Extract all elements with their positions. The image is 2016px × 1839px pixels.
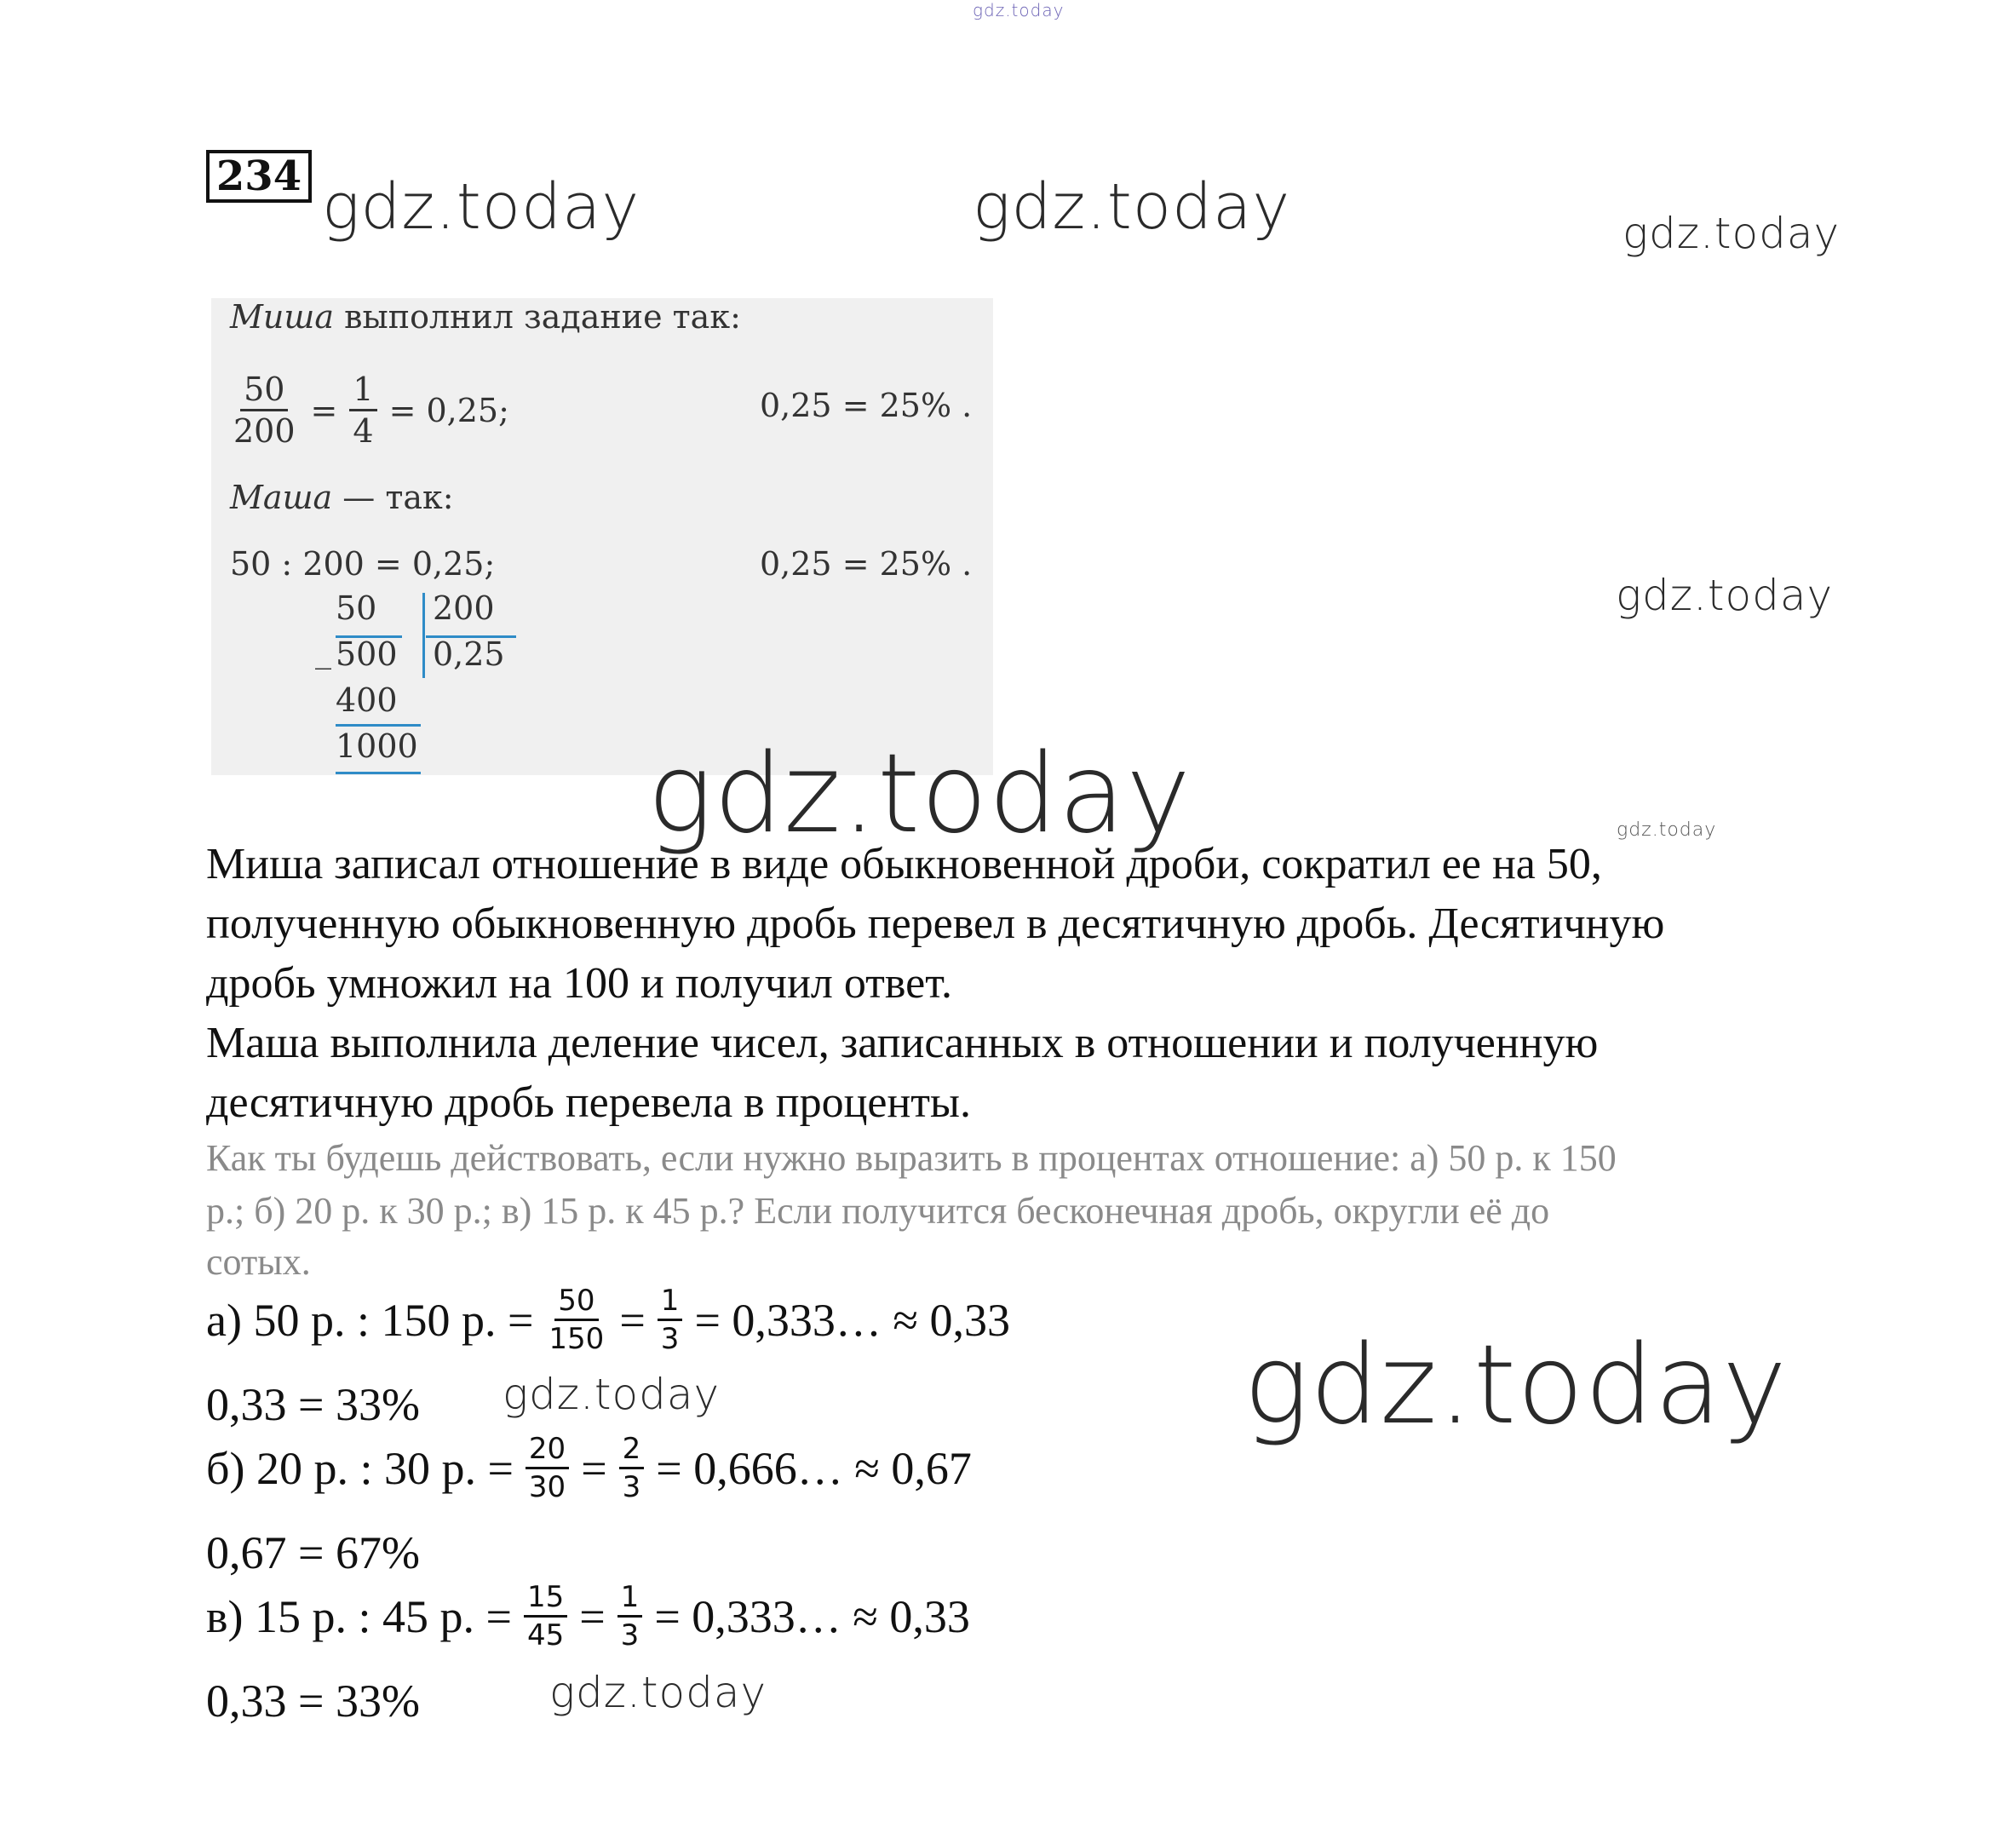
- division-step: 1000: [336, 727, 418, 765]
- watermark: gdz.today: [1243, 1322, 1788, 1449]
- solution-a: а) 50 р. : 150 р. = $\frac{50}{150}$ = $\frac{1}{3}$ = 0,333… ≈ 0,33: [206, 1284, 1011, 1356]
- watermark: gdz.today: [647, 731, 1192, 858]
- solution-a-result: 0,33 = 33%: [206, 1379, 420, 1430]
- watermark: gdz.today: [1616, 571, 1834, 620]
- question-line: р.; б) 20 р. к 30 р.; в) 15 р. к 45 р.? Если получится бесконечная дробь, округли её до: [206, 1190, 1550, 1232]
- scan-text: выполнил задание так:: [334, 298, 741, 336]
- scan-name-masha: Маша: [230, 479, 333, 516]
- explanation-line: Миша записал отношение в виде обыкновенной дроби, сократил ее на 50,: [206, 840, 1602, 888]
- division-rule: [336, 772, 421, 774]
- explanation-line: Маша выполнила деление чисел, записанных в отношении и полученную: [206, 1019, 1599, 1067]
- scan-line-masha: [230, 479, 454, 516]
- watermark: gdz.today: [503, 1370, 721, 1419]
- solution-c-result: 0,33 = 33%: [206, 1675, 420, 1727]
- scan-equation-1: $\frac{50}{200}$ = $\frac{1}{4}$ = 0,25;: [230, 373, 509, 447]
- scan-equation-1-right: 0,25 = 25% .: [760, 387, 973, 424]
- watermark: gdz.today: [1617, 819, 1717, 841]
- watermark: gdz.today: [549, 1668, 767, 1717]
- solution-fraction: $\frac{15}{45}$: [524, 1583, 567, 1650]
- solution-fraction: $\frac{50}{150}$: [549, 1284, 605, 1356]
- explanation-line: полученную обыкновенную дробь перевел в десятичную дробь. Десятичную: [206, 899, 1665, 948]
- solution-b-result: 0,67 = 67%: [206, 1527, 420, 1578]
- watermark: gdz.today: [1623, 209, 1841, 258]
- solution-fraction: $\frac{1}{3}$: [658, 1286, 683, 1353]
- scan-fraction: $\frac{1}{4}$: [349, 373, 376, 447]
- watermark: gdz.today: [322, 170, 640, 244]
- division-step: 500: [336, 635, 398, 673]
- question-line: сотых.: [206, 1241, 311, 1283]
- question-line: Как ты будешь действовать, если нужно выразить в процентах отношение: а) 50 р. к 150: [206, 1137, 1617, 1179]
- division-quotient: 0,25: [433, 635, 505, 673]
- scan-line-misha: [230, 298, 741, 336]
- solution-fraction: $\frac{20}{30}$: [526, 1434, 569, 1502]
- explanation-line: дробь умножил на 100 и получил ответ.: [206, 959, 953, 1008]
- explanation-line: десятичную дробь перевела в проценты.: [206, 1078, 971, 1127]
- scan-fraction: $\frac{50}{200}$: [233, 371, 296, 450]
- watermark: gdz.today: [973, 170, 1291, 244]
- division-rule: [336, 724, 421, 727]
- solution-c: в) 15 р. : 45 р. = $\frac{15}{45}$ = $\frac{1}{3}$ = 0,333… ≈ 0,33: [206, 1580, 970, 1652]
- division-bar: [422, 593, 425, 678]
- scan-equation-2: 50 : 200 = 0,25;: [230, 545, 496, 583]
- division-minus: _: [315, 632, 331, 670]
- solution-fraction: $\frac{2}{3}$: [619, 1434, 645, 1502]
- division-step: 400: [336, 681, 398, 719]
- textbook-scan: [211, 298, 993, 775]
- scan-text: — так:: [332, 479, 454, 516]
- watermark: gdz.today: [973, 0, 1065, 20]
- division-dividend: 50: [336, 589, 377, 627]
- scan-name-misha: Миша: [230, 298, 335, 336]
- task-number: 234: [206, 150, 312, 203]
- solution-fraction: $\frac{1}{3}$: [617, 1583, 643, 1650]
- scan-equation-2-right: 0,25 = 25% .: [760, 545, 973, 583]
- division-divisor: 200: [433, 589, 495, 627]
- solution-b: б) 20 р. : 30 р. = $\frac{20}{30}$ = $\frac{2}{3}$ = 0,666… ≈ 0,67: [206, 1432, 972, 1504]
